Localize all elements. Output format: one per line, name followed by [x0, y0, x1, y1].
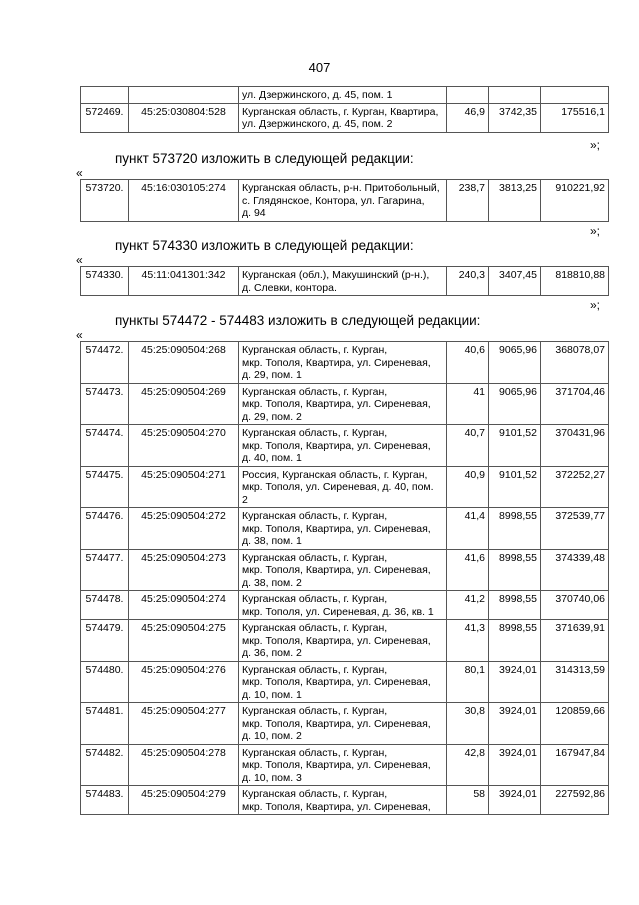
- area-cell: 30,8: [447, 703, 489, 745]
- area-cell: 41,2: [447, 591, 489, 620]
- area-cell: 40,9: [447, 466, 489, 508]
- cadastral-number-cell: 45:25:090504:273: [129, 549, 239, 591]
- area-cell: 58: [447, 786, 489, 815]
- table-row: [81, 591, 609, 620]
- address-line: д. Слевки, контора.: [242, 281, 337, 294]
- address-cell: [239, 466, 447, 508]
- address-line: д. 10, пом. 2: [242, 730, 302, 742]
- address-line: мкр. Тополя, Квартира, ул. Сиреневая,: [242, 439, 431, 452]
- cadastral-value-cell: 371704,46: [541, 383, 609, 425]
- table-row: [81, 87, 609, 104]
- address-cell: [239, 425, 447, 467]
- cadastral-number-cell: 45:11:041301:342: [129, 267, 239, 296]
- address-line: Курганская область, г. Курган,: [242, 622, 388, 634]
- opening-quote-mark: «: [76, 166, 83, 180]
- address-line: Курганская область, г. Курган,: [242, 427, 388, 439]
- area-cell: [447, 87, 489, 104]
- row-number-cell: [81, 87, 129, 104]
- address-line: Курганская область, р-н. Притобольный,: [242, 182, 440, 194]
- cadastral-number-cell: 45:16:030105:274: [129, 180, 239, 222]
- address-line: д. 10, пом. 1: [242, 688, 302, 701]
- table-row: [81, 786, 609, 815]
- address-line: Курганская область, г. Курган,: [242, 593, 388, 605]
- row-number-cell: 574481.: [81, 703, 129, 745]
- unit-price-cell: 3407,45: [489, 267, 541, 296]
- cadastral-value-cell: 910221,92: [541, 180, 609, 222]
- cadastral-number-cell: 45:25:090504:276: [129, 661, 239, 703]
- cadastral-number-cell: 45:25:030804:528: [129, 103, 239, 132]
- row-number-cell: 574476.: [81, 508, 129, 550]
- register-table-3: [80, 266, 609, 296]
- address-line: Курганская область, г. Курган, Квартира,: [242, 105, 439, 118]
- cadastral-value-cell: 227592,86: [541, 786, 609, 815]
- amendment-paragraph-574472-574483: пункты 574472 - 574483 изложить в следующей редакции:: [115, 313, 481, 328]
- row-number-cell: 574478.: [81, 591, 129, 620]
- address-line: д. 10, пом. 3: [242, 771, 302, 784]
- table-row: [81, 267, 609, 296]
- cadastral-number-cell: 45:25:090504:274: [129, 591, 239, 620]
- address-cell: [239, 744, 447, 786]
- table-row: [81, 620, 609, 662]
- unit-price-cell: 8998,55: [489, 549, 541, 591]
- address-cell: [239, 180, 447, 222]
- cadastral-number-cell: 45:25:090504:270: [129, 425, 239, 467]
- row-number-cell: 574474.: [81, 425, 129, 467]
- row-number-cell: 574330.: [81, 267, 129, 296]
- closing-quote-mark: »;: [590, 298, 601, 312]
- area-cell: 238,7: [447, 180, 489, 222]
- register-table-2: [80, 179, 609, 222]
- unit-price-cell: 8998,55: [489, 591, 541, 620]
- unit-price-cell: 3924,01: [489, 703, 541, 745]
- table-row: [81, 180, 609, 222]
- address-line: Курганская область, г. Курган,: [242, 788, 388, 800]
- area-cell: 240,3: [447, 267, 489, 296]
- address-line: Курганская область, г. Курган,: [242, 705, 388, 717]
- address-line: д. 36, пом. 2: [242, 647, 302, 659]
- unit-price-cell: 8998,55: [489, 508, 541, 550]
- address-line: д. 40, пом. 1: [242, 452, 302, 464]
- address-line: мкр. Тополя, Квартира, ул. Сиреневая,: [242, 356, 431, 369]
- address-line: д. 29, пом. 2: [242, 410, 302, 423]
- address-line: мкр. Тополя, Квартира, ул. Сиреневая,: [242, 759, 431, 771]
- area-cell: 41,3: [447, 620, 489, 662]
- address-line: Курганская область, г. Курган,: [242, 385, 388, 398]
- address-line: мкр. Тополя, Квартира, ул. Сиреневая,: [242, 676, 431, 688]
- cadastral-value-cell: 374339,48: [541, 549, 609, 591]
- unit-price-cell: 9101,52: [489, 425, 541, 467]
- table-row: [81, 342, 609, 384]
- cadastral-value-cell: 314313,59: [541, 661, 609, 703]
- address-line: мкр. Тополя, Квартира, ул. Сиреневая,: [242, 800, 431, 813]
- address-line: мкр. Тополя, Квартира, ул. Сиреневая,: [242, 522, 431, 535]
- row-number-cell: 574480.: [81, 661, 129, 703]
- address-line: мкр. Тополя, Квартира, ул. Сиреневая,: [242, 564, 431, 576]
- cadastral-number-cell: 45:25:090504:277: [129, 703, 239, 745]
- address-line: мкр. Тополя, ул. Сиреневая, д. 36, кв. 1: [242, 605, 434, 618]
- amendment-paragraph-573720: пункт 573720 изложить в следующей редакции:: [115, 151, 414, 166]
- table-row: [81, 549, 609, 591]
- unit-price-cell: 9101,52: [489, 466, 541, 508]
- closing-quote-mark: »;: [590, 138, 601, 152]
- area-cell: 41,4: [447, 508, 489, 550]
- row-number-cell: 574479.: [81, 620, 129, 662]
- table-row: [81, 703, 609, 745]
- table-row: [81, 383, 609, 425]
- cadastral-value-cell: 370740,06: [541, 591, 609, 620]
- unit-price-cell: 8998,55: [489, 620, 541, 662]
- address-cell: [239, 661, 447, 703]
- cadastral-value-cell: 371639,91: [541, 620, 609, 662]
- address-line: мкр. Тополя, Квартира, ул. Сиреневая,: [242, 717, 431, 730]
- row-number-cell: 574483.: [81, 786, 129, 815]
- table-row: [81, 103, 609, 132]
- row-number-cell: 573720.: [81, 180, 129, 222]
- address-line: Курганская (обл.), Макушинский (р-н.),: [242, 269, 430, 281]
- register-table-4: [80, 341, 609, 815]
- address-cell: [239, 383, 447, 425]
- address-line: Курганская область, г. Курган,: [242, 746, 388, 759]
- address-cell: [239, 87, 447, 104]
- cadastral-value-cell: [541, 87, 609, 104]
- address-line: 2: [242, 493, 248, 506]
- register-table-1: [80, 86, 609, 133]
- area-cell: 41,6: [447, 549, 489, 591]
- cadastral-number-cell: 45:25:090504:279: [129, 786, 239, 815]
- cadastral-value-cell: 818810,88: [541, 267, 609, 296]
- cadastral-value-cell: 167947,84: [541, 744, 609, 786]
- cadastral-number-cell: 45:25:090504:275: [129, 620, 239, 662]
- address-line: ул. Дзержинского, д. 45, пом. 2: [242, 118, 393, 130]
- area-cell: 40,7: [447, 425, 489, 467]
- row-number-cell: 574472.: [81, 342, 129, 384]
- address-line: д. 94: [242, 207, 266, 219]
- address-cell: [239, 591, 447, 620]
- cadastral-value-cell: 368078,07: [541, 342, 609, 384]
- area-cell: 80,1: [447, 661, 489, 703]
- cadastral-number-cell: 45:25:090504:278: [129, 744, 239, 786]
- table-row: [81, 425, 609, 467]
- cadastral-number-cell: [129, 87, 239, 104]
- address-line: Курганская область, г. Курган,: [242, 663, 388, 676]
- area-cell: 41: [447, 383, 489, 425]
- row-number-cell: 574475.: [81, 466, 129, 508]
- row-number-cell: 574482.: [81, 744, 129, 786]
- address-cell: [239, 620, 447, 662]
- address-line: мкр. Тополя, Квартира, ул. Сиреневая,: [242, 398, 431, 410]
- address-line: мкр. Тополя, Квартира, ул. Сиреневая,: [242, 634, 431, 647]
- page-number: 407: [308, 60, 331, 75]
- address-line: Курганская область, г. Курган,: [242, 510, 388, 522]
- opening-quote-mark: «: [76, 253, 83, 267]
- cadastral-value-cell: 120859,66: [541, 703, 609, 745]
- opening-quote-mark: «: [76, 328, 83, 342]
- table-row: [81, 744, 609, 786]
- cadastral-value-cell: 175516,1: [541, 103, 609, 132]
- area-cell: 42,8: [447, 744, 489, 786]
- address-line: д. 38, пом. 1: [242, 535, 302, 547]
- area-cell: 40,6: [447, 342, 489, 384]
- row-number-cell: 572469.: [81, 103, 129, 132]
- cadastral-value-cell: 372252,27: [541, 466, 609, 508]
- cadastral-number-cell: 45:25:090504:272: [129, 508, 239, 550]
- address-line: с. Глядянское, Контора, ул. Гагарина,: [242, 194, 425, 207]
- address-line: мкр. Тополя, ул. Сиреневая, д. 40, пом.: [242, 481, 434, 493]
- table-row: [81, 508, 609, 550]
- address-line: Россия, Курганская область, г. Курган,: [242, 468, 428, 481]
- address-cell: [239, 342, 447, 384]
- address-line: д. 38, пом. 2: [242, 576, 302, 589]
- address-cell: [239, 703, 447, 745]
- row-number-cell: 574473.: [81, 383, 129, 425]
- table-row: [81, 661, 609, 703]
- unit-price-cell: 3924,01: [489, 744, 541, 786]
- cadastral-value-cell: 372539,77: [541, 508, 609, 550]
- address-line: Курганская область, г. Курган,: [242, 344, 388, 356]
- unit-price-cell: [489, 87, 541, 104]
- unit-price-cell: 9065,96: [489, 383, 541, 425]
- cadastral-number-cell: 45:25:090504:269: [129, 383, 239, 425]
- closing-quote-mark: »;: [590, 224, 601, 238]
- address-cell: [239, 786, 447, 815]
- cadastral-value-cell: 370431,96: [541, 425, 609, 467]
- unit-price-cell: 9065,96: [489, 342, 541, 384]
- address-line: ул. Дзержинского, д. 45, пом. 1: [242, 89, 393, 101]
- table-row: [81, 466, 609, 508]
- address-cell: [239, 267, 447, 296]
- cadastral-number-cell: 45:25:090504:271: [129, 466, 239, 508]
- row-number-cell: 574477.: [81, 549, 129, 591]
- address-cell: [239, 549, 447, 591]
- amendment-paragraph-574330: пункт 574330 изложить в следующей редакции:: [115, 238, 414, 253]
- unit-price-cell: 3924,01: [489, 786, 541, 815]
- cadastral-number-cell: 45:25:090504:268: [129, 342, 239, 384]
- unit-price-cell: 3924,01: [489, 661, 541, 703]
- address-cell: [239, 103, 447, 132]
- unit-price-cell: 3742,35: [489, 103, 541, 132]
- address-line: д. 29, пом. 1: [242, 369, 302, 381]
- unit-price-cell: 3813,25: [489, 180, 541, 222]
- area-cell: 46,9: [447, 103, 489, 132]
- address-cell: [239, 508, 447, 550]
- address-line: Курганская область, г. Курган,: [242, 551, 388, 564]
